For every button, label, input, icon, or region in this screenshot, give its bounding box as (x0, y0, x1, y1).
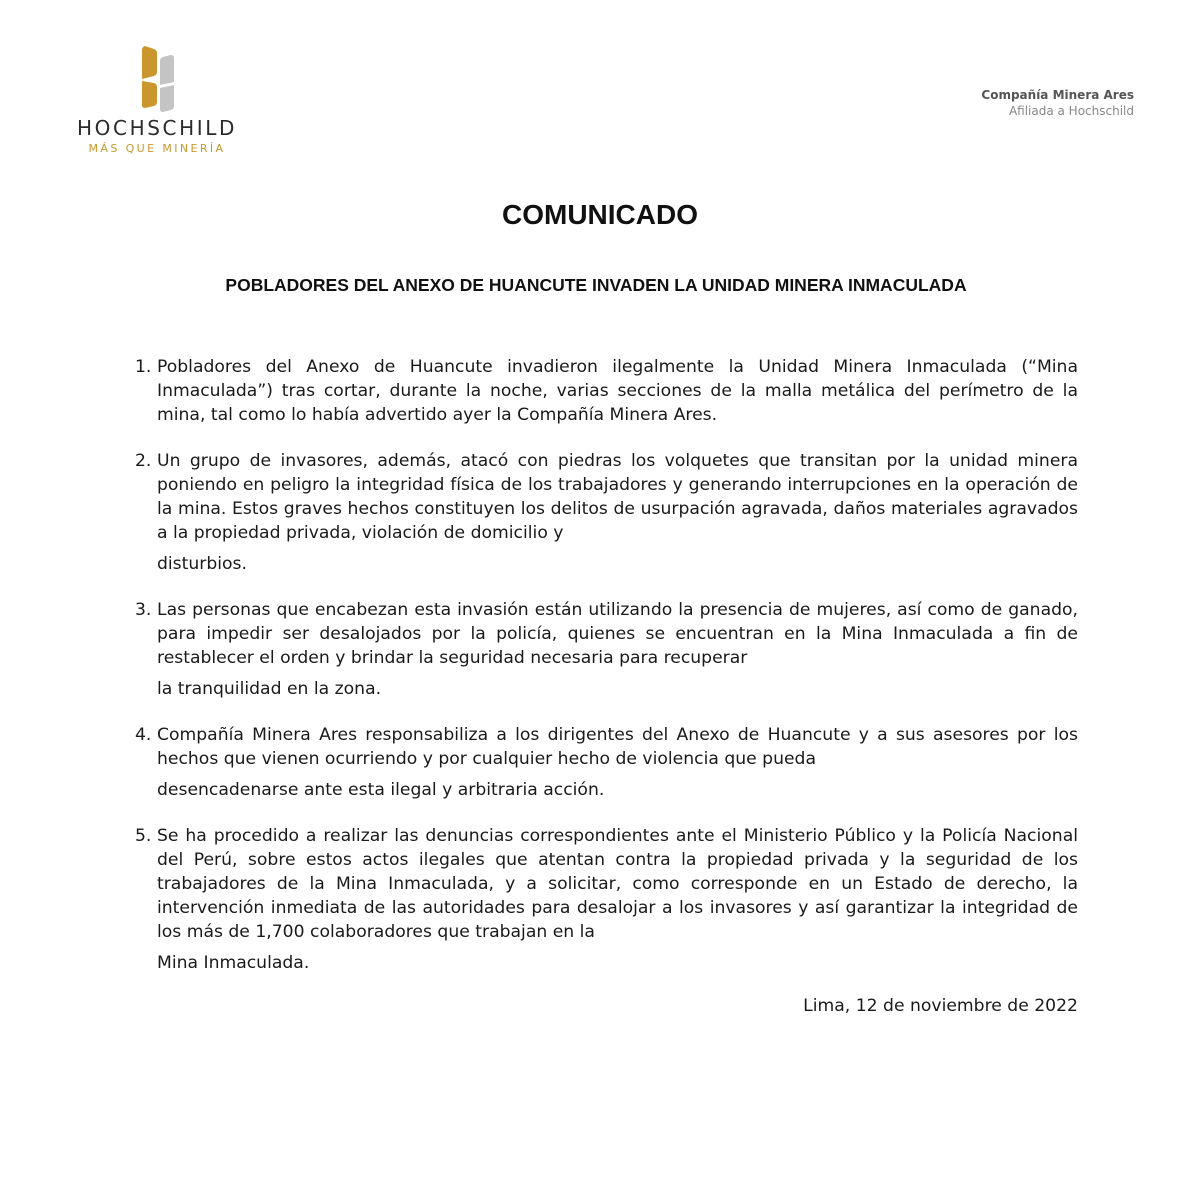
item-text-tail: desencadenarse ante esta ilegal y arbitraria acción. (157, 780, 605, 800)
hochschild-logo (62, 46, 252, 158)
item-number: 1. (135, 357, 152, 377)
item-text-tail: Mina Inmaculada. (157, 953, 310, 973)
item-text: Un grupo de invasores, además, atacó con piedras los volquetes que transitan por la unidad minera poniendo en peligro la integridad física de los trabajadores y generando interrupciones en la operación de la mina. Estos graves hechos constituyen los delitos de usurpación agravada, daños materiales agravados a la propiedad privada, violación de domicilio y (157, 451, 1078, 543)
item-number: 3. (135, 600, 152, 620)
affiliation-subtitle: Afiliada a Hochschild (1008, 104, 1134, 118)
document-subtitle: POBLADORES DEL ANEXO DE HUANCUTE INVADEN LA UNIDAD MINERA INMACULADA (225, 275, 967, 295)
logo-tagline: MÁS QUE MINERÍA (88, 142, 226, 155)
logo-wordmark: HOCHSCHILD (77, 116, 237, 140)
item-text-tail: disturbios. (157, 554, 247, 574)
item-number: 5. (135, 826, 152, 846)
document-title: COMUNICADO (502, 199, 698, 230)
affiliation-block (981, 87, 1134, 119)
item-text: Se ha procedido a realizar las denuncias correspondientes ante el Ministerio Público y la Policía Nacional del Perú, sobre estos actos ilegales que atentan contra la propiedad privada y la seguridad de los trabajadores de la Mina Inmaculada, y a solicitar, como corresponde en un Estado de derecho, la intervención inmediata de las autoridades para desalojar a los invasores y así garantizar la integridad de los más de 1,700 colaboradores que trabajan en la (157, 826, 1078, 942)
item-number: 4. (135, 725, 152, 745)
list-item (135, 824, 1078, 975)
item-text: Pobladores del Anexo de Huancute invadieron ilegalmente la Unidad Minera Inmaculada (“Mina Inmaculada”) tras cortar, durante la noche, varias secciones de la malla metálica del perímetro de la mina, tal como lo había advertido ayer la Compañía Minera Ares. (157, 357, 1078, 425)
statement-list (135, 355, 1078, 997)
item-number: 2. (135, 451, 152, 471)
list-item (135, 355, 1078, 427)
date-line: Lima, 12 de noviembre de 2022 (803, 996, 1078, 1016)
item-text: Compañía Minera Ares responsabiliza a los dirigentes del Anexo de Huancute y a sus asesores por los hechos que vienen ocurriendo y por cualquier hecho de violencia que pueda (157, 725, 1078, 769)
list-item (135, 598, 1078, 701)
list-item (135, 723, 1078, 802)
affiliation-company: Compañía Minera Ares (981, 88, 1134, 102)
item-text: Las personas que encabezan esta invasión están utilizando la presencia de mujeres, así como de ganado, para impedir ser desalojados por la policía, quienes se encuentran en la Mina Inmaculada a fin de restablecer el orden y brindar la seguridad necesaria para recuperar (157, 600, 1078, 668)
hochschild-h-mark-icon (138, 46, 178, 112)
item-text-tail: la tranquilidad en la zona. (157, 679, 382, 699)
list-item (135, 449, 1078, 576)
